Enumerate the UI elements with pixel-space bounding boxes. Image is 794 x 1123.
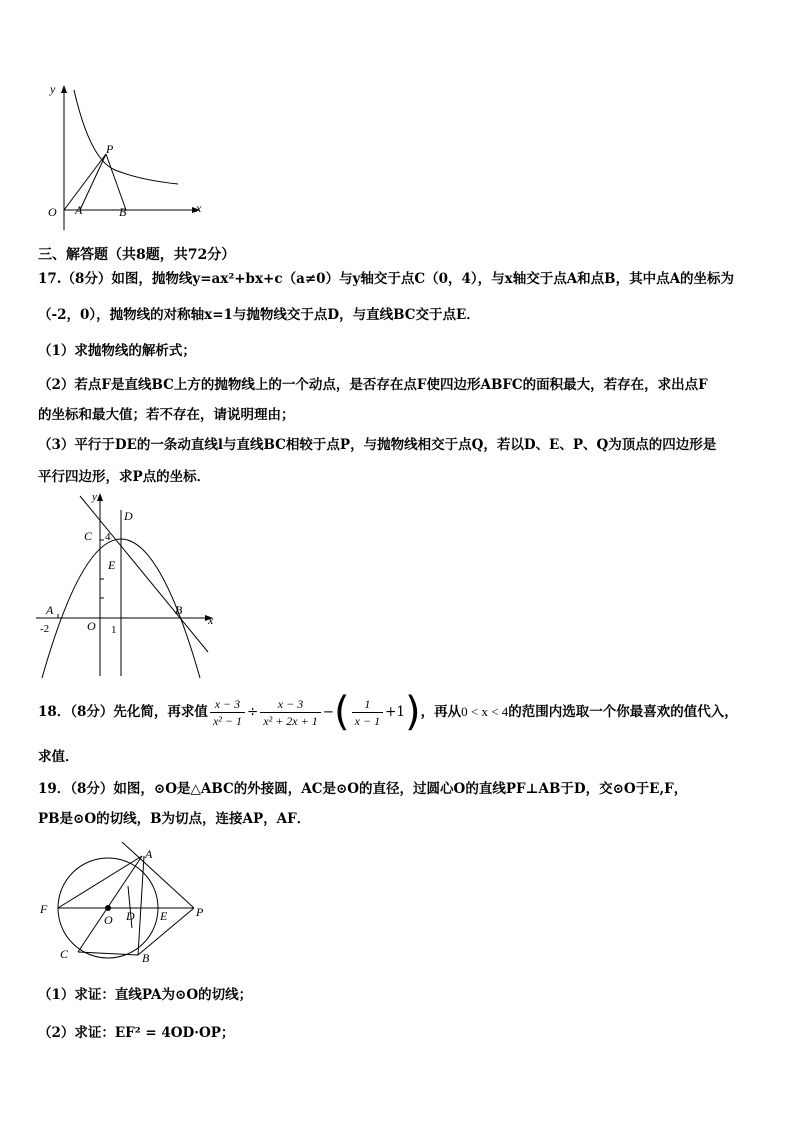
fig3-point-p: P bbox=[196, 905, 204, 919]
q18-divide-sign: ÷ bbox=[246, 704, 259, 720]
q18-line2: 求值． bbox=[38, 749, 79, 765]
q19-part1: （1）求证：直线PA为⊙O的切线； bbox=[38, 987, 253, 1003]
fig3-point-a: A bbox=[145, 847, 153, 861]
q19-line1: 19．（8分）如图，⊙O是△ABC的外接圆，AC是⊙O的直径，过圆心O的直线PF⊥AB于D，交⊙O于E,F， bbox=[38, 781, 688, 797]
fig3-point-f: F bbox=[40, 902, 48, 916]
q18-lead: 18．（8分）先化简，再求值 bbox=[38, 704, 208, 720]
q17-part2b: 的坐标和最大值；若不存在，请说明理由； bbox=[38, 407, 295, 423]
q18-plus-one: +1 bbox=[385, 704, 405, 720]
q17-line1: 17.（8分）如图，抛物线y=ax²+bx+c（a≠0）与y轴交于点C（0，4），与x轴交于点A和点B，其中点A的坐标为 bbox=[38, 271, 735, 287]
figure-parabola bbox=[32, 490, 222, 680]
fig2-x-label: x bbox=[208, 613, 214, 627]
figure-hyperbola bbox=[30, 80, 210, 235]
q18-fraction-2: $\frac{x - 3}{\text{x² + 2x + 1}}$ bbox=[260, 696, 320, 729]
fig1-point-p: P bbox=[106, 142, 114, 156]
fig2-point-c: C bbox=[84, 529, 93, 543]
fig2-point-d: D bbox=[124, 509, 133, 523]
q17-part2a: （2）若点F是直线BC上方的抛物线上的一个动点，是否存在点F使四边形ABFC的面积最大，若存在，求出点F bbox=[38, 377, 708, 393]
q18-tail2: 的范围内选取一个你最喜欢的值代入， bbox=[508, 704, 738, 720]
left-paren-icon: ( bbox=[334, 689, 350, 735]
q18-fraction-1: $\frac{x - 3}{\text{x² − 1}}$ bbox=[210, 696, 245, 729]
q19-line2: PB是⊙O的切线，B为切点，连接AP，AF． bbox=[38, 811, 311, 827]
fig1-point-a: A bbox=[75, 203, 83, 217]
fig2-y-label: y bbox=[92, 491, 97, 503]
fig2-label-neg2: -2 bbox=[40, 623, 50, 635]
fig1-point-b: B bbox=[119, 205, 127, 219]
right-paren-icon: ) bbox=[405, 689, 421, 735]
fig2-label-4: 4 bbox=[105, 531, 111, 543]
fig2-label-1: 1 bbox=[111, 624, 117, 636]
fig3-point-o: O bbox=[104, 913, 113, 927]
fig3-point-d: D bbox=[126, 909, 135, 923]
fig3-point-e: E bbox=[160, 909, 168, 923]
q18-line1 bbox=[38, 690, 738, 734]
fig3-point-c: C bbox=[60, 947, 69, 961]
fig3-point-b: B bbox=[142, 951, 150, 965]
q19-part2: （2）求证：EF² = 4OD·OP； bbox=[38, 1025, 235, 1041]
fig1-origin-label: O bbox=[48, 205, 57, 219]
q17-part1: （1）求抛物线的解析式； bbox=[38, 343, 196, 359]
section-title: 三、解答题（共8题，共72分） bbox=[38, 247, 236, 263]
q17-part3a: （3）平行于DE的一条动直线l与直线BC相较于点P，与抛物线相交于点Q，若以D、E、P、Q为顶点的四边形是 bbox=[38, 437, 717, 453]
q18-tail1: ，再从 bbox=[420, 704, 462, 720]
figure-circle bbox=[34, 842, 214, 972]
fig1-y-label: y bbox=[50, 82, 56, 96]
fig1-x-label: x bbox=[196, 201, 202, 215]
q17-part3b: 平行四边形，求P点的坐标． bbox=[38, 469, 211, 485]
q18-minus-sign: − bbox=[322, 704, 335, 720]
q17-line2: （-2，0），抛物线的对称轴x=1与抛物线交于点D，与直线BC交于点E． bbox=[38, 307, 480, 323]
fig2-point-b: B bbox=[175, 603, 183, 617]
fig2-origin-label: O bbox=[87, 619, 96, 633]
q18-condition: 0 < x < 4 bbox=[461, 704, 509, 719]
q18-fraction-3: $\frac{1}{x - 1}$ bbox=[352, 696, 383, 729]
fig2-point-a: A bbox=[46, 603, 54, 617]
fig2-point-e: E bbox=[108, 558, 116, 572]
